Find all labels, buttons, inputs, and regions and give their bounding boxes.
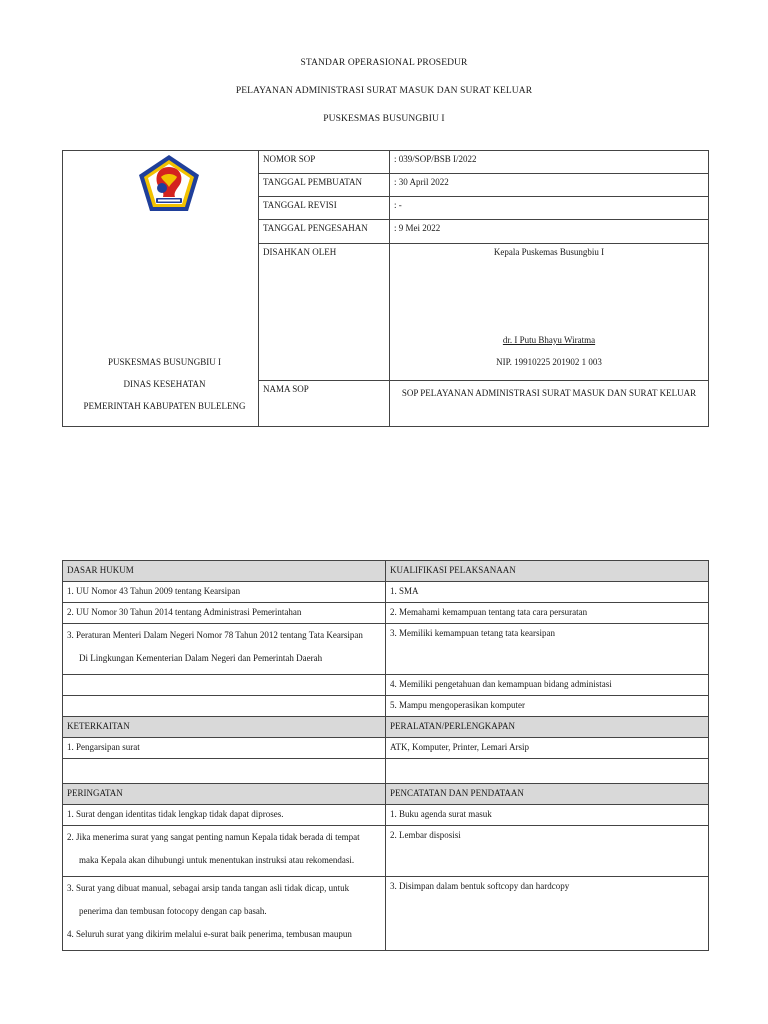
org-line-pemerintah: PEMERINTAH KABUPATEN BULELENG [83,401,246,411]
header-institution: PUSKESMAS BUSUNGBIU I [323,114,445,124]
org-line-puskesmas: PUSKESMAS BUSUNGBIU I [107,357,222,367]
organization-lines [63,355,266,421]
peringatan-item-2-line-1: 2. Jika menerima surat yang sangat penting namun Kepala tidak berada di tempat [67,832,360,842]
document-header [0,56,768,140]
heading-peringatan: PERINGATAN [63,784,386,805]
pencatatan-item-3: 3. Disimpan dalam bentuk softcopy dan hardcopy [386,877,709,951]
peralatan-item-1: ATK, Komputer, Printer, Lemari Arsip [386,738,709,759]
peringatan-item-3-line-1: 3. Surat yang dibuat manual, sebagai arsip tanda tangan asli tidak dicap, untuk [67,883,350,893]
header-subtitle: PELAYANAN ADMINISTRASI SURAT MASUK DAN SURAT KELUAR [235,86,533,96]
pencatatan-item-2: 2. Lembar disposisi [386,826,709,877]
sop-detail-table [62,560,709,951]
signer-name: dr. I Putu Bhayu Wiratma [502,334,596,345]
sop-info-table [62,150,709,427]
header-title: STANDAR OPERASIONAL PROSEDUR [300,58,468,68]
label-nama-sop: NAMA SOP [259,380,390,426]
dasar-hukum-item-1: 1. UU Nomor 43 Tahun 2009 tentang Kearsipan [63,582,386,603]
heading-kualifikasi: KUALIFIKASI PELAKSANAAN [386,561,709,582]
heading-keterkaitan: KETERKAITAN [63,717,386,738]
value-tanggal-pengesahan: : 9 Mei 2022 [390,220,709,243]
peringatan-item-1: 1. Surat dengan identitas tidak lengkap tidak dapat diproses. [63,805,386,826]
buleleng-regency-seal-icon [137,153,201,213]
label-nomor-sop: NOMOR SOP [259,151,390,174]
dasar-hukum-item-2: 2. UU Nomor 30 Tahun 2014 tentang Administrasi Pemerintahan [63,603,386,624]
signature-cell [390,243,709,380]
heading-dasar-hukum: DASAR HUKUM [63,561,386,582]
peringatan-item-3 [63,877,386,951]
pencatatan-item-1: 1. Buku agenda surat masuk [386,805,709,826]
kualifikasi-item-1: 1. SMA [386,582,709,603]
dasar-hukum-item-3 [63,624,386,675]
peringatan-item-2 [63,826,386,877]
kualifikasi-item-4: 4. Memiliki pengetahuan dan kemampuan bidang administasi [386,675,709,696]
peringatan-item-4: 4. Seluruh surat yang dikirim melalui e-surat baik penerima, tembusan maupun [67,929,352,939]
dasar-hukum-empty-2 [63,696,386,717]
value-nama-sop: SOP PELAYANAN ADMINISTRASI SURAT MASUK DAN SURAT KELUAR [390,380,709,426]
peralatan-empty [386,759,709,784]
peringatan-item-2-line-2: maka Kepala akan dihubungi untuk menentukan instruksi atau rekomendasi. [79,855,355,865]
logo-cell [63,151,259,427]
kualifikasi-item-2: 2. Memahami kemampuan tentang tata cara persuratan [386,603,709,624]
value-tanggal-pembuatan: : 30 April 2022 [390,174,709,197]
peringatan-item-3-line-2: penerima dan tembusan fotocopy dengan cap basah. [79,906,267,916]
keterkaitan-item-1: 1. Pengarsipan surat [63,738,386,759]
keterkaitan-empty [63,759,386,784]
signer-title: Kepala Puskemas Busungbiu I [493,246,605,257]
heading-peralatan: PERALATAN/PERLENGKAPAN [386,717,709,738]
label-tanggal-pengesahan: TANGGAL PENGESAHAN [259,220,390,243]
value-nomor-sop: : 039/SOP/BSB I/2022 [390,151,709,174]
dasar-hukum-empty-1 [63,675,386,696]
label-disahkan-oleh: DISAHKAN OLEH [259,243,390,380]
heading-pencatatan: PENCATATAN DAN PENDATAAN [386,784,709,805]
kualifikasi-item-3: 3. Memiliki kemampuan tetang tata kearsipan [386,624,709,675]
label-tanggal-revisi: TANGGAL REVISI [259,197,390,220]
label-tanggal-pembuatan: TANGGAL PEMBUATAN [259,174,390,197]
dasar-hukum-item-3-line-1: 3. Peraturan Menteri Dalam Negeri Nomor 78 Tahun 2012 tentang Tata Kearsipan [67,630,363,640]
dasar-hukum-item-3-line-2: Di Lingkungan Kementerian Dalam Negeri dan Pemerintah Daerah [79,653,323,663]
kualifikasi-item-5: 5. Mampu mengoperasikan komputer [386,696,709,717]
org-line-dinas: DINAS KESEHATAN [123,379,206,389]
value-tanggal-revisi: : - [390,197,709,220]
signer-nip: NIP. 19910225 201902 1 003 [496,356,602,367]
